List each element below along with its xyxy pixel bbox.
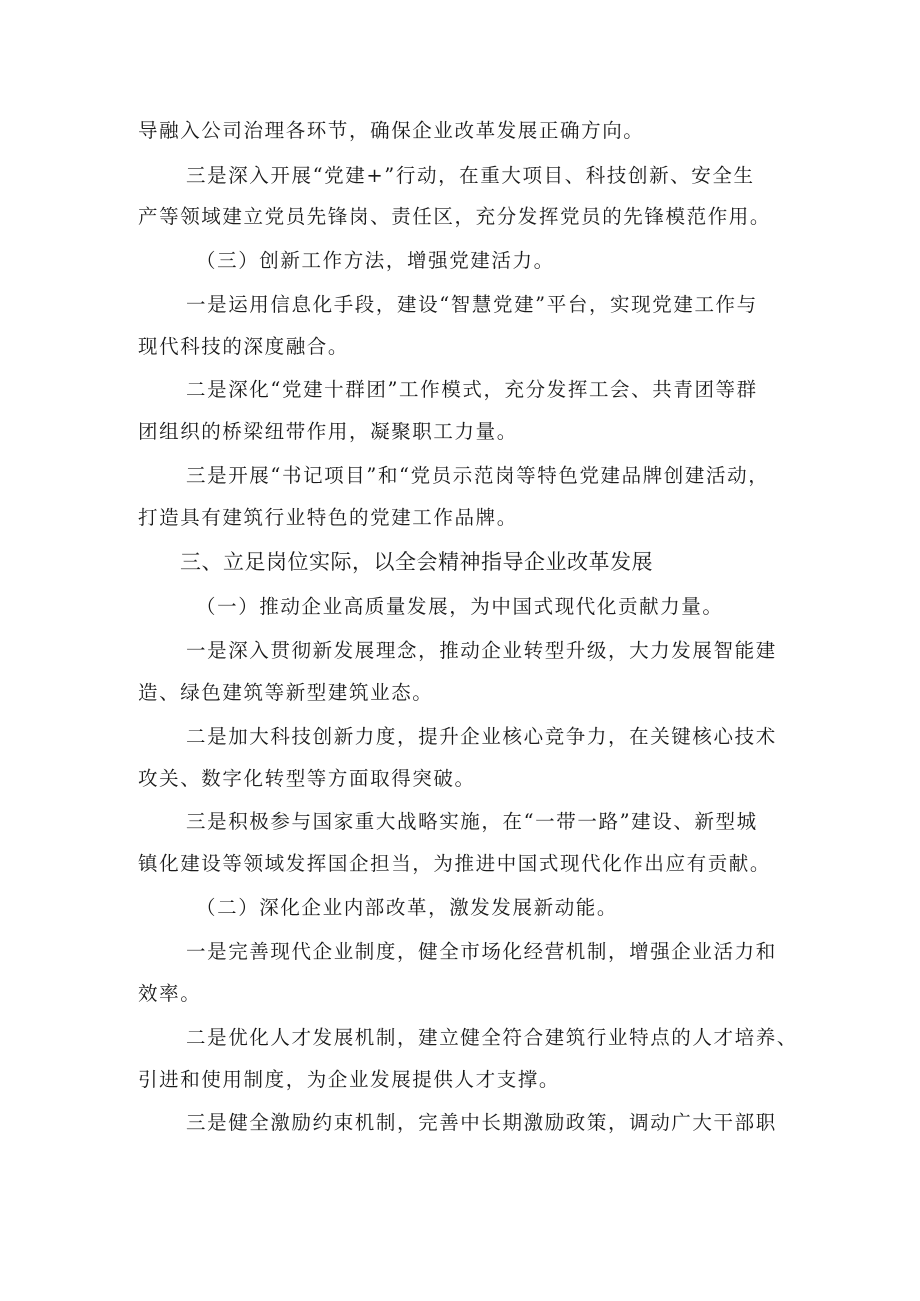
subsection-heading: （二）深化企业内部改革，激发发展新动能。 [196, 896, 619, 919]
paragraph-line: 引进和使用制度，为企业发展提供人才支撑。 [138, 1068, 561, 1091]
paragraph-line: 现代科技的深度融合。 [138, 335, 350, 358]
paragraph-line: 导融入公司治理各环节，确保企业改革发展正确方向。 [138, 119, 645, 142]
paragraph-line: 三是开展“书记项目”和“党员示范岗等特色党建品牌创建活动， [186, 464, 770, 487]
paragraph-line: 一是运用信息化手段，建设“智慧党建”平台，实现党建工作与 [186, 293, 758, 316]
paragraph-line: 镇化建设等领域发挥国企担当，为推进中国式现代化作出应有贡献。 [138, 852, 772, 875]
section-heading: 三、立足岗位实际，以全会精神指导企业改革发展 [180, 550, 653, 574]
subsection-heading: （三）创新工作方法，增强党建活力。 [196, 249, 555, 272]
paragraph-line: 二是深化“党建十群团”工作模式，充分发挥工会、共青团等群 [186, 378, 758, 401]
paragraph-line: 三是健全激励约束机制，完善中长期激励政策，调动广大干部职 [186, 1111, 777, 1134]
paragraph-line: 团组织的桥梁纽带作用，凝聚职工力量。 [138, 420, 518, 443]
paragraph-line: 三是深入开展“党建+”行动，在重大项目、科技创新、安全生 [186, 164, 755, 187]
paragraph-line: 攻关、数字化转型等方面取得突破。 [138, 767, 476, 790]
paragraph-line: 产等领域建立党员先锋岗、责任区，充分发挥党员的先锋模范作用。 [138, 205, 772, 228]
paragraph-line: 二是加大科技创新力度，提升企业核心竞争力，在关键核心技术 [186, 725, 777, 748]
paragraph-line: 一是深入贯彻新发展理念，推动企业转型升级，大力发展智能建 [186, 639, 777, 662]
paragraph-line: 三是积极参与国家重大战略实施，在“一带一路”建设、新型城 [186, 810, 758, 833]
paragraph-line: 一是完善现代企业制度，健全市场化经营机制，增强企业活力和 [186, 940, 777, 963]
subsection-heading: （一）推动企业高质量发展，为中国式现代化贡献力量。 [196, 595, 724, 618]
paragraph-line: 打造具有建筑行业特色的党建工作品牌。 [138, 506, 518, 529]
paragraph-line: 造、绿色建筑等新型建筑业态。 [138, 681, 434, 704]
paragraph-line: 二是优化人才发展机制，建立健全符合建筑行业特点的人才培养、 [186, 1026, 798, 1049]
paragraph-line: 效率。 [138, 982, 202, 1005]
